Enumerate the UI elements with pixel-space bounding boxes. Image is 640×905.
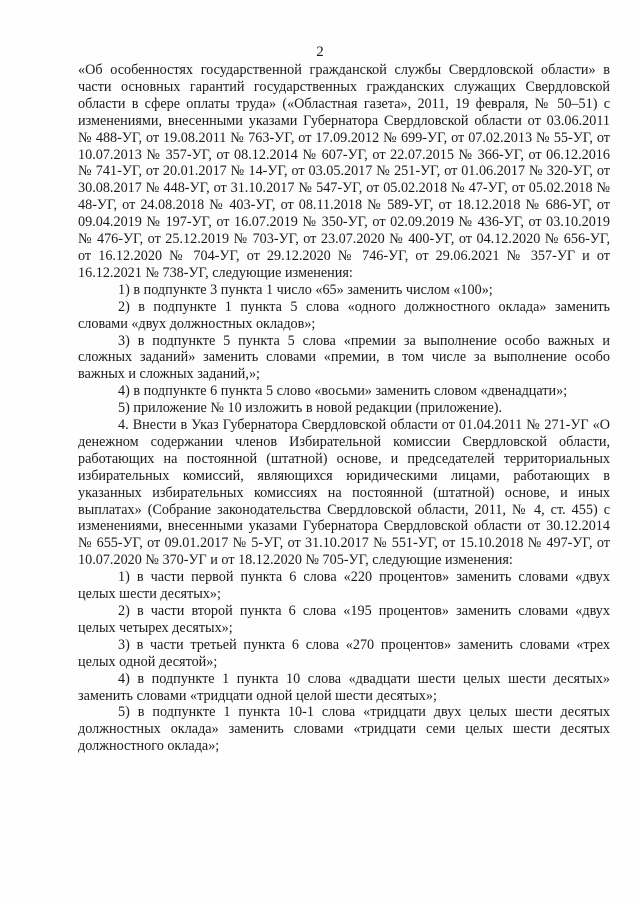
list-item: 4) в подпункте 1 пункта 10 слова «двадцати шести целых шести десятых» заменить словами «тридцати одной целой шести десятых»;: [78, 670, 610, 704]
list-item: 1) в части первой пункта 6 слова «220 процентов» заменить словами «двух целых шести десятых»;: [78, 569, 610, 603]
list-item: 2) в части второй пункта 6 слова «195 процентов» заменить словами «двух целых четырех десятых»;: [78, 603, 610, 636]
list-item: 5) приложение № 10 изложить в новой редакции (приложение).: [118, 400, 503, 417]
document-body: [78, 62, 610, 755]
list-item: 1) в подпункте 3 пункта 1 число «65» заменить числом «100»;: [118, 281, 493, 298]
list-item: 2) в подпункте 1 пункта 5 слова «одного должностного оклада» заменить словами «двух должностных окладов»;: [78, 298, 610, 332]
list-item: 5) в подпункте 1 пункта 10-1 слова «тридцати двух целых шести десятых должностных оклада» заменить словами «тридцати семи целых шести десятых должностного оклада»;: [78, 704, 610, 755]
paragraph-intro: «Об особенностях государственной гражданской службы Свердловской области» в части основных гарантий государственных гражданских служащих Свердловской области в сфере оплаты труда» («Областная газета», 2011, 19 февраля, № 50–51) с изменениями, внесенными указами Губернатора Свердловской области от 03.06.2011 № 488-УГ, от 19.08.2011 № 763-УГ, от 17.09.2012 № 699-УГ, от 07.02.2013 № 55-УГ, от 10.07.2013 № 357-УГ, от 08.12.2014 № 607-УГ, от 22.07.2015 № 366-УГ, от 06.12.2016 № 741-УГ, от 20.01.2017 № 14-УГ, от 03.05.2017 № 251-УГ, от 01.06.2017 № 320-УГ, от 30.08.2017 № 448-УГ, от 31.10.2017 № 547-УГ, от 05.02.2018 № 47-УГ, от 05.02.2018 № 48-УГ, от 24.08.2018 № 403-УГ, от 08.11.2018 № 589-УГ, от 18.12.2018 № 686-УГ, от 09.04.2019 № 197-УГ, от 16.07.2019 № 350-УГ, от 02.09.2019 № 436-УГ, от 03.10.2019 № 476-УГ, от 25.12.2019 № 703-УГ, от 23.07.2020 № 400-УГ, от 04.12.2020 № 656-УГ, от 16.12.2020 № 704-УГ, от 29.12.2020 № 746-УГ, от 29.06.2021 № 357-УГ и от 16.12.2021 № 738-УГ, следующие изменения:: [78, 62, 610, 281]
list-item: 3) в части третьей пункта 6 слова «270 процентов» заменить словами «трех целых одной десятой»;: [78, 636, 610, 670]
list-item: 4) в подпункте 6 пункта 5 слово «восьми» заменить словом «двенадцати»;: [118, 383, 568, 400]
list-item: 3) в подпункте 5 пункта 5 слова «премии за выполнение особо важных и сложных заданий» заменить словами «премии, в том числе за выполнение особо важных и сложных заданий,»;: [78, 332, 610, 383]
section-4-paragraph: 4. Внести в Указ Губернатора Свердловской области от 01.04.2011 № 271-УГ «О денежном содержании членов Избирательной комиссии Свердловской области, работающих на постоянной (штатной) основе, и председателей территориальных избирательных комиссий, являющихся юридическими лицами, работающих в указанных избирательных комиссиях на постоянной (штатной) основе, и иных выплатах» (Собрание законодательства Свердловской области, 2011, № 4, ст. 455) с изменениями, внесенными указами Губернатора Свердловской области от 30.12.2014 № 655-УГ, от 09.01.2017 № 5-УГ, от 31.10.2017 № 551-УГ, от 15.10.2018 № 497-УГ, от 10.07.2020 № 370-УГ и от 18.12.2020 № 705-УГ, следующие изменения:: [78, 417, 610, 569]
page-number: 2: [316, 44, 324, 60]
